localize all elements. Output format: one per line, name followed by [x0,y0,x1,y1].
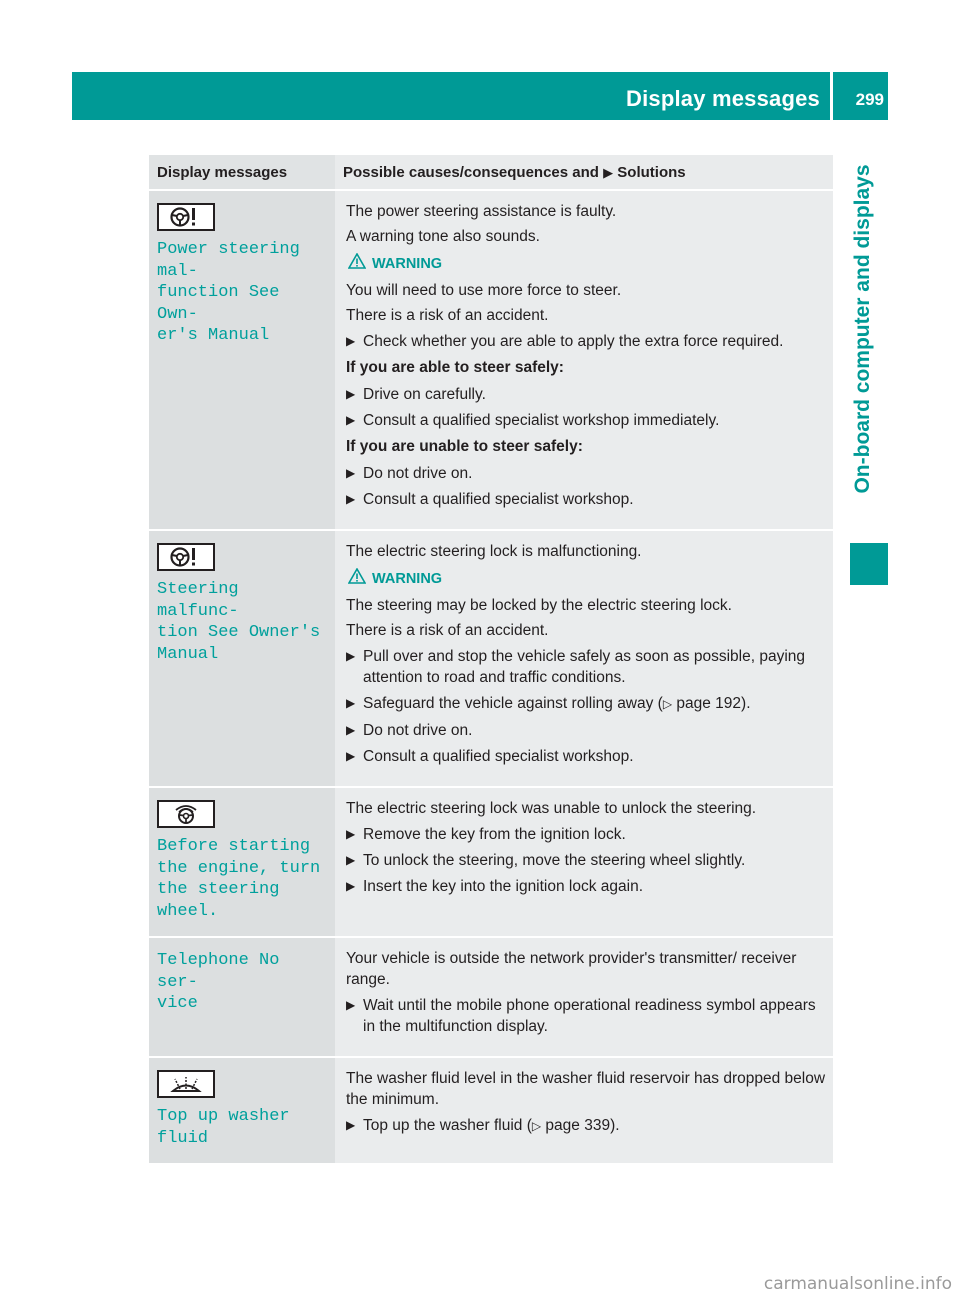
step-text: Do not drive on. [363,465,473,482]
instruction-step [346,384,829,405]
cause-text: The washer fluid level in the washer fluid reservoir has dropped below the minimum. [346,1070,826,1108]
solutions-arrow-icon: ▶ [603,164,614,180]
page-reference-link[interactable]: page 192 [676,695,742,712]
step-text: Pull over and stop the vehicle safely as soon as possible, paying attention to road and traffic conditions. [363,648,806,686]
table-row [149,786,833,936]
table-header-row [149,155,833,189]
warning-triangle-icon [348,568,372,591]
instruction-step [346,746,829,767]
page-number: 299 [855,90,884,109]
display-messages-table [149,155,833,1163]
display-message-text: Top up washer fluid [157,1107,290,1148]
column-header-solutions [335,155,833,189]
step-arrow-icon: ▶ [346,998,356,1012]
step-text-suffix: ). [610,1117,620,1134]
display-message-cell [149,1056,335,1163]
table-row [149,189,833,529]
instruction-step [346,850,829,871]
header-title: Display messages [626,86,820,111]
column-header-display-messages: Display messages [149,155,335,189]
warning-label: WARNING [372,256,443,272]
display-message-text: Telephone No ser‐ vice [157,951,280,1013]
instruction-step [346,995,829,1037]
step-text: Consult a qualified specialist workshop immediately. [363,412,720,429]
instruction-step [346,824,829,845]
step-arrow-icon: ▶ [346,649,356,663]
warning-triangle-icon [348,253,372,276]
step-arrow-icon: ▶ [346,853,356,867]
step-arrow-icon: ▶ [346,749,356,763]
instruction-step [346,489,829,510]
display-message-text: Before starting the engine, turn the steering wheel. [157,837,321,921]
page-reference-icon: ▷ [531,1119,542,1133]
header-bar [72,72,888,120]
page-reference-icon: ▷ [662,697,673,711]
steering-warning-icon [157,543,215,571]
step-text: Remove the key from the ignition lock. [363,826,626,843]
step-arrow-icon: ▶ [346,466,356,480]
step-text: To unlock the steering, move the steering wheel slightly. [363,852,746,869]
cause-text: The electric steering lock is malfunctioning. [346,543,642,560]
solution-cell [335,529,833,786]
step-arrow-icon: ▶ [346,1118,356,1132]
chapter-tab-label: On-board computer and displays [851,164,874,494]
instruction-step [346,331,829,352]
solution-cell [335,786,833,936]
warning-label: WARNING [372,571,443,587]
cause-text: Your vehicle is outside the network provider's transmitter/ receiver range. [346,950,797,988]
step-arrow-icon: ▶ [346,827,356,841]
steering-lock-icon [157,800,215,828]
step-arrow-icon: ▶ [346,387,356,401]
cause-text: There is a risk of an accident. [346,307,549,324]
header-separator [830,72,833,120]
instruction-step [346,463,829,484]
solution-cell [335,936,833,1056]
step-text: Consult a qualified specialist workshop. [363,491,634,508]
step-text: Top up the washer fluid ( [363,1117,532,1134]
instruction-step [346,646,829,688]
instruction-step [346,720,829,741]
condition-heading: If you are unable to steer safely: [346,438,583,455]
instruction-step [346,410,829,431]
solution-cell [335,1056,833,1163]
warning-heading [346,253,829,276]
cause-text: The electric steering lock was unable to unlock the steering. [346,800,757,817]
display-message-cell [149,529,335,786]
column-header-solutions-label: Possible causes/consequences and [343,163,599,181]
step-text: Consult a qualified specialist workshop. [363,748,634,765]
step-arrow-icon: ▶ [346,723,356,737]
step-text: Safeguard the vehicle against rolling away ( [363,695,663,712]
display-message-cell [149,189,335,529]
display-message-text: Steering malfunc‐ tion See Owner's Manual [157,580,321,664]
condition-heading: If you are able to steer safely: [346,359,564,376]
warning-heading [346,568,829,591]
table-row [149,936,833,1056]
table-row [149,1056,833,1163]
step-arrow-icon: ▶ [346,879,356,893]
page-reference-link[interactable]: page 339 [545,1117,611,1134]
step-text-suffix: ). [741,695,751,712]
display-message-text: Power steering mal‐ function See Own‐ er's Manual [157,240,300,345]
column-header-solutions-suffix: Solutions [617,163,686,181]
chapter-marker [850,543,888,585]
instruction-step [346,1115,829,1137]
chapter-tab [838,120,888,538]
display-message-cell [149,936,335,1056]
watermark: carmanualsonline.info [763,1274,952,1294]
cause-text: The steering may be locked by the electric steering lock. [346,597,732,614]
step-text: Wait until the mobile phone operational readiness symbol appears in the multifunction display. [363,997,816,1035]
step-text: Insert the key into the ignition lock again. [363,878,644,895]
instruction-step [346,693,829,715]
instruction-step [346,876,829,897]
step-text: Drive on carefully. [363,386,486,403]
steering-warning-icon [157,203,215,231]
washer-fluid-icon [157,1070,215,1098]
table-body [149,189,833,1163]
solution-cell [335,189,833,529]
cause-text: A warning tone also sounds. [346,228,540,245]
cause-text: There is a risk of an accident. [346,622,549,639]
step-arrow-icon: ▶ [346,413,356,427]
step-arrow-icon: ▶ [346,696,356,710]
display-message-cell [149,786,335,936]
step-arrow-icon: ▶ [346,334,356,348]
cause-text: You will need to use more force to steer. [346,282,622,299]
step-arrow-icon: ▶ [346,492,356,506]
step-text: Check whether you are able to apply the extra force required. [363,333,784,350]
cause-text: The power steering assistance is faulty. [346,203,617,220]
table-row [149,529,833,786]
step-text: Do not drive on. [363,722,473,739]
